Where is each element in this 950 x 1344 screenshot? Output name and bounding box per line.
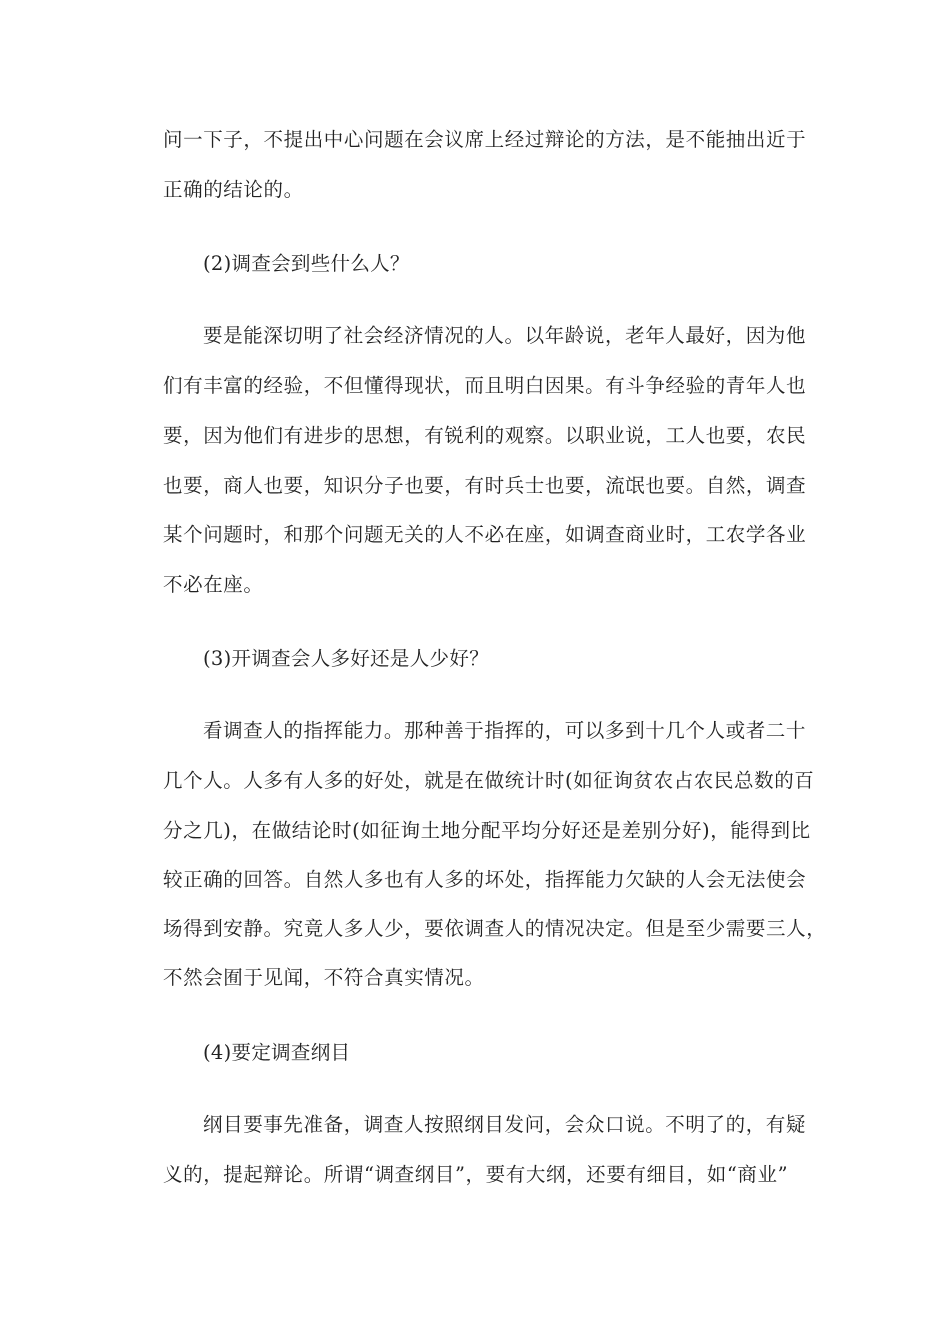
section-heading: (3)开调查会人多好还是人少好？ — [203, 647, 489, 670]
paragraph-line: 较正确的回答。自然人多也有人多的坏处，指挥能力欠缺的人会无法使会 — [163, 868, 807, 891]
paragraph-line: 们有丰富的经验，不但懂得现状，而且明白因果。有斗争经验的青年人也 — [163, 374, 807, 397]
paragraph-line: 要，因为他们有进步的思想，有锐利的观察。以职业说，工人也要，农民 — [163, 424, 807, 447]
section-heading: (4)要定调查纲目 — [203, 1041, 351, 1064]
paragraph-line: 义的，提起辩论。所谓“调查纲目”，要有大纲，还要有细目，如“商业” — [163, 1163, 789, 1186]
paragraph-line: 某个问题时，和那个问题无关的人不必在座，如调查商业时，工农学各业 — [163, 523, 807, 546]
paragraph-line: 也要，商人也要，知识分子也要，有时兵士也要，流氓也要。自然，调查 — [163, 474, 807, 497]
section-heading: (2)调查会到些什么人？ — [203, 252, 410, 275]
paragraph-line: 看调查人的指挥能力。那种善于指挥的，可以多到十几个人或者二十 — [203, 719, 807, 742]
paragraph-line: 场得到安静。究竟人多人少，要依调查人的情况决定。但是至少需要三人， — [163, 917, 827, 940]
paragraph-line: 不然会囿于见闻，不符合真实情况。 — [163, 966, 485, 989]
paragraph-line: 要是能深切明了社会经济情况的人。以年龄说，老年人最好，因为他 — [203, 324, 807, 347]
paragraph-line: 分之几)，在做结论时(如征询土地分配平均分好还是差别分好)，能得到比 — [163, 819, 811, 842]
paragraph-line: 正确的结论的。 — [163, 178, 304, 201]
paragraph-line: 不必在座。 — [163, 573, 264, 596]
paragraph-line: 纲目要事先准备，调查人按照纲目发问，会众口说。不明了的，有疑 — [203, 1113, 807, 1136]
paragraph-line: 问一下子，不提出中心问题在会议席上经过辩论的方法，是不能抽出近于 — [163, 128, 807, 151]
paragraph-line: 几个人。人多有人多的好处，就是在做统计时(如征询贫农占农民总数的百 — [163, 769, 815, 792]
